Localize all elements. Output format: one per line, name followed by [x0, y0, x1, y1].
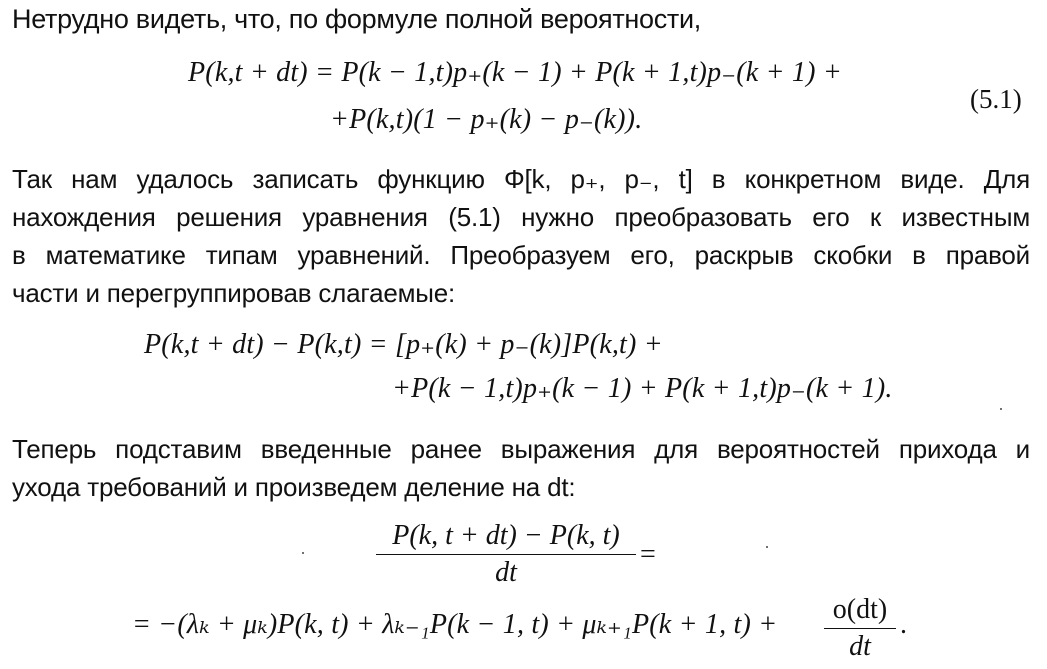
equation-regrouped-line-2: +P(k − 1,t)p₊(k − 1) + P(k + 1,t)p₋(k + 1). [392, 373, 893, 404]
fraction-difference-quotient [376, 520, 636, 589]
final-period: . [900, 609, 908, 640]
equation-number: (5.1) [970, 84, 1022, 114]
scan-speck [1000, 408, 1002, 410]
paragraph-line: в математике типам уравнений. Преобразуем его, раскрыв скобки в правой [12, 240, 1030, 270]
paragraph-line: ухода требований и произведем деление на dt: [12, 472, 576, 502]
paragraph-line: части и перегруппировав слагаемые: [12, 278, 456, 308]
fraction-bar [824, 628, 896, 629]
fraction-denominator: dt [495, 557, 517, 588]
paragraph-rewrite [12, 160, 1030, 312]
paragraph-intro: Нетрудно видеть, что, по формуле полной вероятности, [12, 4, 701, 34]
fraction-numerator: o(dt) [832, 594, 888, 625]
paragraph-substitute [12, 430, 1030, 506]
scan-speck [766, 546, 768, 548]
paragraph-line: нахождения решения уравнения (5.1) нужно преобразовать его к известным [12, 202, 1030, 232]
equation-derivative-line: = −(λₖ + μₖ)P(k, t) + λₖ₋₁P(k − 1, t) + μₖ₊₁P(k + 1, t) + [132, 609, 778, 640]
fraction-small-o [824, 594, 896, 663]
fraction-denominator: dt [849, 631, 871, 662]
equation-5-1-line-2: +P(k,t)(1 − p₊(k) − p₋(k)). [330, 104, 643, 135]
equals-sign: = [640, 539, 656, 570]
paragraph-line: Так нам удалось записать функцию Φ[k, p₊, p₋, t] в конкретном виде. Для [12, 164, 1030, 194]
scan-speck [302, 552, 304, 554]
paragraph-line: Теперь подставим введенные ранее выражения для вероятностей прихода и [12, 434, 1030, 464]
equation-regrouped-line-1: P(k,t + dt) − P(k,t) = [p₊(k) + p₋(k)]P(k,t) + [144, 329, 663, 360]
fraction-numerator: P(k, t + dt) − P(k, t) [392, 520, 620, 551]
fraction-bar [376, 554, 636, 555]
equation-5-1-line-1: P(k,t + dt) = P(k − 1,t)p₊(k − 1) + P(k + 1,t)p₋(k + 1) + [188, 57, 842, 88]
